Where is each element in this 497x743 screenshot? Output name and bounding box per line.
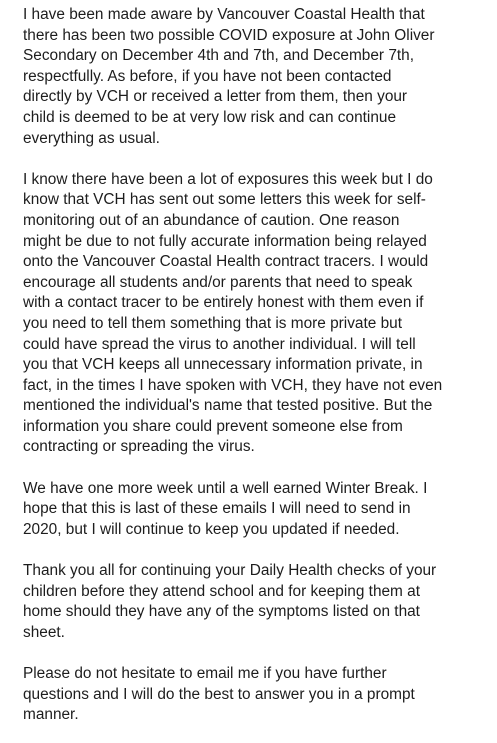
- text-line: information you share could prevent someone else from: [23, 417, 403, 435]
- text-line: children before they attend school and for keeping them at: [23, 582, 420, 600]
- text-line: Please do not hesitate to email me if you have further: [23, 665, 387, 682]
- text-line: mentioned the individual's name that tested positive. But the: [23, 397, 433, 415]
- text-line: manner.: [23, 706, 79, 724]
- paragraph-winter-break: [23, 479, 489, 541]
- paragraph-contact-tracing: [23, 170, 489, 458]
- text-line: Thank you all for continuing your Daily Health checks of your: [23, 562, 437, 580]
- text-line: could have spread the virus to another individual. I will tell: [23, 335, 416, 353]
- text-line: know that VCH has sent out some letters this week for self-: [23, 191, 426, 209]
- paragraph-spacer: [23, 540, 489, 561]
- text-line: contracting or spreading the virus.: [23, 438, 255, 456]
- paragraph-exposure-notice: [23, 5, 489, 149]
- text-line: home should they have any of the symptoms listed on that: [23, 603, 420, 621]
- text-line: respectfully. As before, if you have not been contacted: [23, 67, 392, 85]
- text-line: monitoring out of an abundance of caution. One reason: [23, 211, 400, 229]
- text-line: child is deemed to be at very low risk and can continue: [23, 108, 396, 126]
- text-line: you that VCH keeps all unnecessary information private, in: [23, 356, 423, 374]
- text-line: sheet.: [23, 623, 65, 641]
- text-line: Secondary on December 4th and 7th, and December 7th,: [23, 47, 414, 65]
- text-line: We have one more week until a well earned Winter Break. I: [23, 479, 428, 497]
- text-line: everything as usual.: [23, 129, 160, 147]
- text-line: might be due to not fully accurate information being relayed: [23, 232, 427, 250]
- paragraph-spacer: [23, 643, 489, 664]
- text-line: 2020, but I will continue to keep you updated if needed.: [23, 520, 400, 538]
- text-line: there has been two possible COVID exposure at John Oliver: [23, 26, 435, 44]
- text-line: directly by VCH or received a letter from them, then your: [23, 88, 408, 106]
- text-line: I have been made aware by Vancouver Coastal Health that: [23, 6, 425, 23]
- text-line: with a contact tracer to be entirely honest with them even if: [23, 294, 424, 312]
- paragraph-health-checks: [23, 561, 489, 643]
- paragraph-spacer: [23, 149, 489, 170]
- text-line: questions and I will do the best to answer you in a prompt: [23, 685, 415, 703]
- text-line: fact, in the times I have spoken with VCH, they have not even: [23, 376, 443, 394]
- text-line: hope that this is last of these emails I will need to send in: [23, 500, 411, 518]
- text-line: encourage all students and/or parents that need to speak: [23, 273, 413, 291]
- paragraph-closing: [23, 664, 489, 726]
- text-line: onto the Vancouver Coastal Health contract tracers. I would: [23, 253, 429, 271]
- paragraph-spacer: [23, 458, 489, 479]
- text-line: I know there have been a lot of exposures this week but I do: [23, 170, 433, 188]
- text-line: you need to tell them something that is more private but: [23, 314, 402, 332]
